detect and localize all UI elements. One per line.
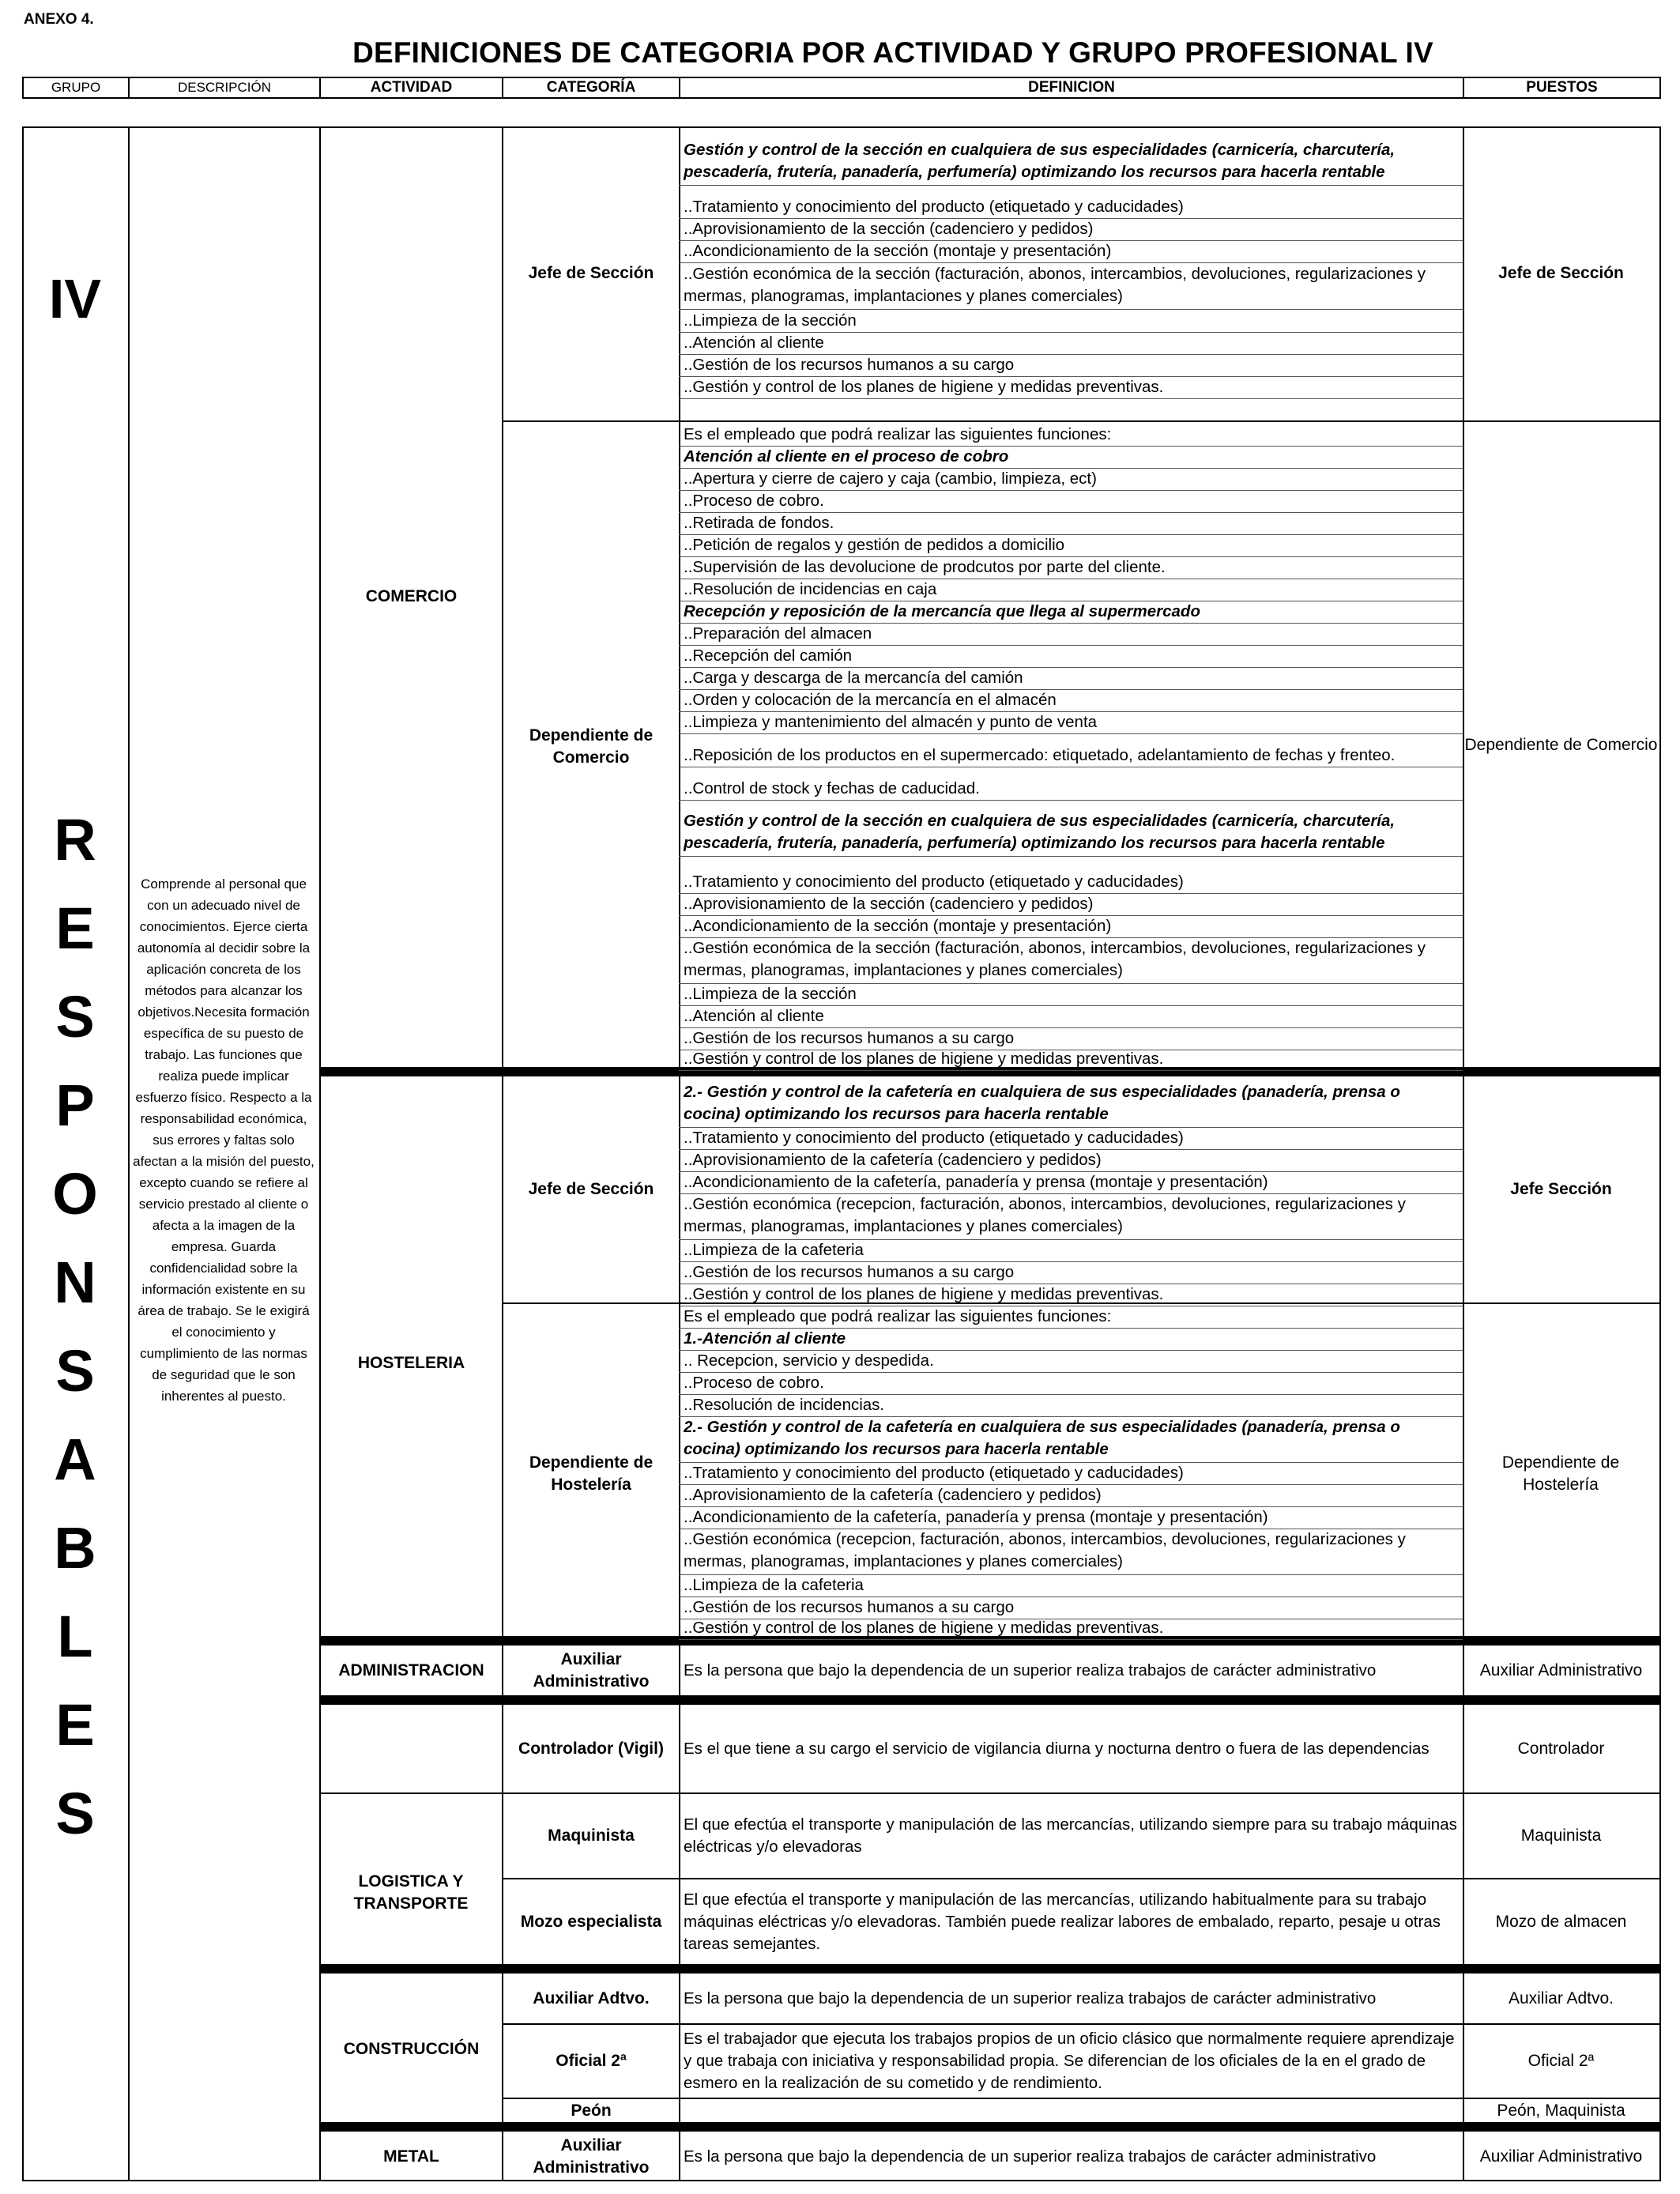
annex-label: ANEXO 4. xyxy=(24,11,94,28)
categoria-vigilancia: Controlador (Vigil) xyxy=(518,1739,664,1758)
definition-line: ..Reposición de los productos en el supermercado: etiquetado, adelantamiento de fechas y frenteo. xyxy=(684,746,1396,764)
line-divider xyxy=(679,733,1463,734)
definition-line: ..Aprovisionamiento de la cafetería (cadenciero y pedidos) xyxy=(684,1486,1102,1504)
definition-line: ..Limpieza de la cafeteria xyxy=(684,1241,864,1259)
definition-line: ..Acondicionamiento de la cafetería, panadería y prensa (montaje y presentación) xyxy=(684,1508,1268,1526)
definicion-oficial: Es el trabajador que ejecuta los trabajos propios de un oficio clásico que normalmente requiere aprendizaje y que trabaja con iniciativa y responsabilidad propia. Se diferencian de los oficiales de la en el grado de esmero en la realización de su cometido y de rendimiento. xyxy=(684,2030,1455,2092)
definition-line: ..Gestión económica de la sección (facturación, abonos, intercambios, devoluciones, regularizaciones y mermas, planogramas, implantaciones y planes comerciales) xyxy=(684,939,1426,979)
line-divider xyxy=(679,185,1463,186)
section-separator xyxy=(319,1964,1659,1973)
definicion-mozo: El que efectúa el transporte y manipulación de las mercancías, utilizando habitualmente para su trabajo máquinas eléctricas y/o elevadoras. También puede realizar labores de embalado, reparto, pesaje u otras tareas semejantes. xyxy=(684,1890,1441,1953)
puesto-administracion: Auxiliar Administrativo xyxy=(1479,1661,1643,1679)
line-divider xyxy=(679,398,1463,399)
definition-line: ..Limpieza de la cafeteria xyxy=(684,1576,864,1594)
actividad-comercio: COMERCIO xyxy=(365,587,458,605)
definition-line: ..Gestión y control de los planes de higiene y medidas preventivas. xyxy=(684,378,1164,396)
definicion-aux-adtvo: Es la persona que bajo la dependencia de un superior realiza trabajos de carácter administrativo xyxy=(684,1989,1377,2007)
definition-line: ..Acondicionamiento de la sección (montaje y presentación) xyxy=(684,242,1112,260)
actividad-logistica: LOGISTICA Y TRANSPORTE xyxy=(353,1872,469,1913)
definition-line: ..Preparación del almacen xyxy=(684,624,872,643)
group-letter: E xyxy=(55,1692,95,1758)
definition-line: Gestión y control de la sección en cualquiera de sus especialidades (carnicería, charcutería, pescadería, frutería, panadería, perfumería) optimizando los recursos para hacerla rentable xyxy=(684,812,1396,852)
definition-line: ..Acondicionamiento de la sección (montaje y presentación) xyxy=(684,917,1112,935)
header-definicion: DEFINICION xyxy=(679,77,1464,99)
categoria-maquinista: Maquinista xyxy=(548,1826,635,1845)
group-letter: S xyxy=(55,1781,95,1846)
line-divider xyxy=(679,1639,1463,1640)
categoria-oficial: Oficial 2ª xyxy=(556,2052,627,2070)
puesto-jefe-comercio: Jefe de Sección xyxy=(1498,264,1624,282)
definition-line: Gestión y control de la sección en cualquiera de sus especialidades (carnicería, charcutería, pescadería, frutería, panadería, perfumería) optimizando los recursos para hacerla rentable xyxy=(684,141,1396,181)
puesto-mozo: Mozo de almacen xyxy=(1495,1912,1627,1931)
group-letter: S xyxy=(55,984,95,1050)
definition-line: ..Gestión y control de los planes de higiene y medidas preventivas. xyxy=(684,1050,1164,1068)
definicion-peon xyxy=(679,2099,1463,2122)
categoria-metal: Auxiliar Administrativo xyxy=(533,2136,650,2177)
group-letter: R xyxy=(54,807,96,873)
definition-line: ..Carga y descarga de la mercancía del camión xyxy=(684,669,1023,687)
row-divider xyxy=(502,420,1661,422)
definition-line: ..Gestión y control de los planes de higiene y medidas preventivas. xyxy=(684,1619,1164,1637)
definition-line: ..Proceso de cobro. xyxy=(684,1374,824,1392)
puesto-peon: Peón, Maquinista xyxy=(1497,2101,1625,2120)
categoria-aux-adtvo: Auxiliar Adtvo. xyxy=(533,1989,650,2007)
definition-line: ..Aprovisionamiento de la cafetería (cadenciero y pedidos) xyxy=(684,1151,1102,1169)
definition-line: 2.- Gestión y control de la cafetería en cualquiera de sus especialidades (panadería, prensa o cocina) optimizando los recursos para hacerla rentable xyxy=(684,1083,1400,1123)
definition-line: ..Resolución de incidencias en caja xyxy=(684,580,937,598)
group-letter: O xyxy=(52,1161,98,1227)
categoria-peon: Peón xyxy=(571,2101,612,2120)
definition-line: ..Resolución de incidencias. xyxy=(684,1396,885,1414)
definition-line: ..Supervisión de las devolucione de prodcutos por parte del cliente. xyxy=(684,558,1166,576)
line-divider xyxy=(679,1070,1463,1071)
definition-line: ..Tratamiento y conocimiento del producto (etiquetado y caducidades) xyxy=(684,1464,1184,1482)
group-letter: E xyxy=(55,895,95,961)
puesto-dependiente-comercio: Dependiente de Comercio xyxy=(1464,735,1658,754)
categoria-administracion: Auxiliar Administrativo xyxy=(533,1649,650,1691)
definition-line: 2.- Gestión y control de la cafetería en cualquiera de sus especialidades (panadería, prensa o cocina) optimizando los recursos para hacerla rentable xyxy=(684,1418,1400,1458)
line-divider xyxy=(679,800,1463,801)
definition-line: ..Gestión de los recursos humanos a su cargo xyxy=(684,1598,1015,1616)
categoria-dependiente-hosteleria: Dependiente de Hostelería xyxy=(529,1453,654,1494)
group-letter: A xyxy=(54,1427,96,1492)
definicion-administracion: Es la persona que bajo la dependencia de un superior realiza trabajos de carácter administrativo xyxy=(684,1661,1377,1679)
definition-line: ..Petición de regalos y gestión de pedidos a domicilio xyxy=(684,536,1065,554)
group-letter: P xyxy=(55,1072,95,1138)
definition-line: ..Acondicionamiento de la cafetería, panadería y prensa (montaje y presentación) xyxy=(684,1173,1268,1191)
categoria-jefe-comercio: Jefe de Sección xyxy=(528,264,654,282)
actividad-administracion: ADMINISTRACION xyxy=(338,1661,484,1679)
definition-line: ..Orden y colocación de la mercancía en el almacén xyxy=(684,691,1057,709)
definition-line: Es el empleado que podrá realizar las siguientes funciones: xyxy=(684,1307,1112,1325)
definition-line: ..Control de stock y fechas de caducidad. xyxy=(684,779,980,797)
definition-line: ..Gestión económica (recepcion, facturación, abonos, intercambios, devoluciones, regularizaciones y mermas, planogramas, implantaciones y planes comerciales) xyxy=(684,1530,1406,1570)
page-title: DEFINICIONES DE CATEGORIA POR ACTIVIDAD Y GRUPO PROFESIONAL IV xyxy=(352,36,1433,69)
definition-line: ..Gestión de los recursos humanos a su cargo xyxy=(684,356,1015,374)
header-actividad: ACTIVIDAD xyxy=(319,77,503,99)
col-divider xyxy=(128,126,130,2181)
puesto-maquinista: Maquinista xyxy=(1520,1826,1602,1845)
definition-line: ..Limpieza de la sección xyxy=(684,311,857,330)
header-puestos: PUESTOS xyxy=(1463,77,1661,99)
definition-line: .. Recepcion, servicio y despedida. xyxy=(684,1351,934,1370)
group-letter: L xyxy=(57,1604,93,1669)
definition-line: ..Tratamiento y conocimiento del producto (etiquetado y caducidades) xyxy=(684,1129,1184,1147)
definicion-maquinista: El que efectúa el transporte y manipulación de las mercancías, utilizando siempre para su trabajo máquinas eléctricas y/o elevadoras xyxy=(684,1815,1457,1856)
definition-line: 1.-Atención al cliente xyxy=(684,1329,846,1348)
actividad-metal: METAL xyxy=(383,2147,439,2166)
group-letter: N xyxy=(54,1250,96,1315)
definition-line: ..Aprovisionamiento de la sección (cadenciero y pedidos) xyxy=(684,895,1094,913)
definition-line: ..Aprovisionamiento de la sección (cadenciero y pedidos) xyxy=(684,220,1094,238)
group-letter: S xyxy=(55,1338,95,1404)
actividad-hosteleria: HOSTELERIA xyxy=(357,1354,465,1372)
puesto-aux-adtvo: Auxiliar Adtvo. xyxy=(1508,1989,1614,2007)
group-number: IV xyxy=(48,268,102,330)
definition-line: ..Gestión de los recursos humanos a su cargo xyxy=(684,1029,1015,1047)
section-separator xyxy=(319,1695,1659,1705)
group-description: Comprende al personal que con un adecuado nivel de conocimientos. Ejerce cierta autonomía al decidir sobre la aplicación concreta de los métodos para alcanzar los objetivos.Necesita formación específica de su puesto de trabajo. Las funciones que realiza puede implicar esfuerzo físico. Respecto a la responsabilidad económica, sus errores y faltas solo afectan a la misión del puesto, excepto cuando se refiere al servicio prestado al cliente o afecta a la imagen de la empresa. Guarda confidencialidad sobre la información existente en su área de trabajo. Se le exigirá el conocimiento y cumplimiento de las normas de seguridad que le son inherentes al puesto. xyxy=(133,876,315,1404)
definition-line: ..Gestión económica (recepcion, facturación, abonos, intercambios, devoluciones, regularizaciones y mermas, planogramas, implantaciones y planes comerciales) xyxy=(684,1195,1406,1235)
definition-line: ..Retirada de fondos. xyxy=(684,514,834,532)
definicion-metal: Es la persona que bajo la dependencia de un superior realiza trabajos de carácter administrativo xyxy=(684,2147,1377,2166)
categoria-dependiente-comercio: Dependiente de Comercio xyxy=(529,726,654,767)
header-categoria: CATEGORÍA xyxy=(502,77,680,99)
puesto-metal: Auxiliar Administrativo xyxy=(1479,2147,1643,2166)
header-descripcion: DESCRIPCIÓN xyxy=(128,77,321,99)
definition-line: ..Proceso de cobro. xyxy=(684,492,824,510)
definition-line: ..Gestión y control de los planes de higiene y medidas preventivas. xyxy=(684,1285,1164,1303)
col-divider xyxy=(319,126,321,2181)
definition-line: ..Atención al cliente xyxy=(684,334,824,352)
definition-line: ..Recepción del camión xyxy=(684,647,853,665)
definition-line: ..Atención al cliente xyxy=(684,1007,824,1025)
definition-line: Recepción y reposición de la mercancía que llega al supermercado xyxy=(684,602,1200,620)
definicion-vigilancia: Es el que tiene a su cargo el servicio de vigilancia diurna y nocturna dentro o fuera de las dependencias xyxy=(684,1739,1430,1758)
definition-line: ..Tratamiento y conocimiento del producto (etiquetado y caducidades) xyxy=(684,873,1184,891)
definition-line: ..Tratamiento y conocimiento del producto (etiquetado y caducidades) xyxy=(684,198,1184,216)
definition-line: ..Limpieza de la sección xyxy=(684,985,857,1003)
puesto-dependiente-hosteleria: Dependiente de Hostelería xyxy=(1501,1453,1620,1494)
categoria-mozo: Mozo especialista xyxy=(520,1912,662,1931)
group-letter: B xyxy=(54,1515,96,1581)
definition-line: Atención al cliente en el proceso de cobro xyxy=(684,447,1009,466)
line-divider xyxy=(679,856,1463,857)
definition-line: ..Apertura y cierre de cajero y caja (cambio, limpieza, ect) xyxy=(684,469,1097,488)
puesto-vigilancia: Controlador xyxy=(1517,1739,1605,1758)
definition-line: ..Limpieza y mantenimiento del almacén y punto de venta xyxy=(684,713,1098,731)
categoria-jefe-hosteleria: Jefe de Sección xyxy=(528,1180,654,1198)
puesto-jefe-hosteleria: Jefe Sección xyxy=(1510,1180,1612,1198)
definition-line: ..Gestión de los recursos humanos a su cargo xyxy=(684,1263,1015,1281)
definition-line: Es el empleado que podrá realizar las siguientes funciones: xyxy=(684,425,1112,443)
actividad-construccion: CONSTRUCCIÓN xyxy=(343,2039,480,2058)
section-separator xyxy=(319,2122,1659,2132)
header-grupo: GRUPO xyxy=(22,77,130,99)
definition-line: ..Gestión económica de la sección (facturación, abonos, intercambios, devoluciones, regularizaciones y mermas, planogramas, implantaciones y planes comerciales) xyxy=(684,265,1426,305)
puesto-oficial: Oficial 2ª xyxy=(1527,2052,1595,2070)
